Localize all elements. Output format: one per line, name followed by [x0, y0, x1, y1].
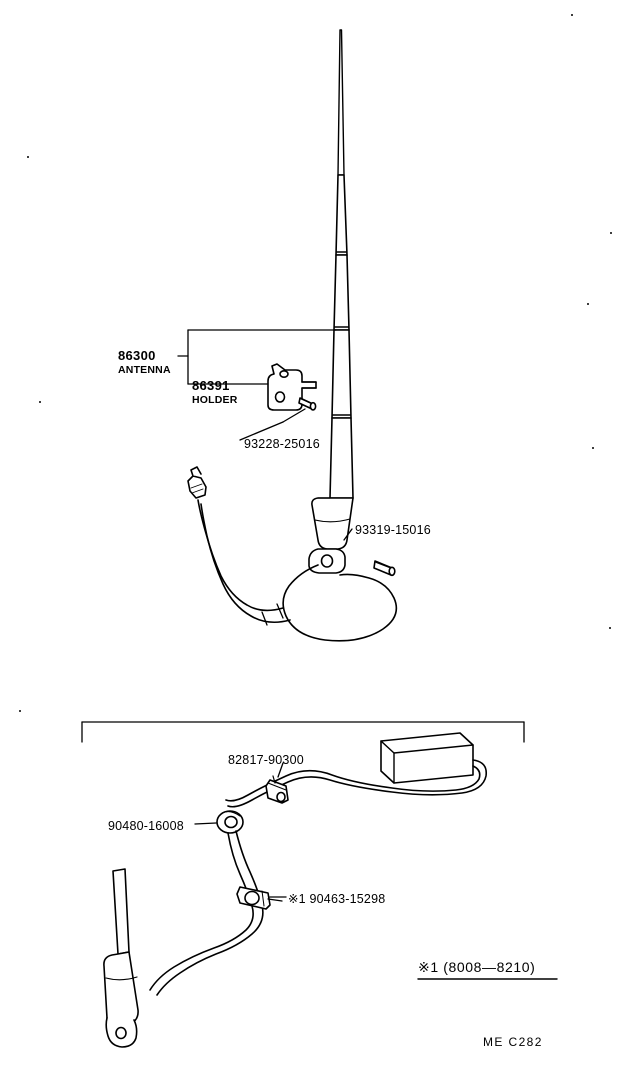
sheet-code: ME C282 [483, 1035, 543, 1049]
callout-holder-name: HOLDER [192, 394, 238, 406]
callout-antenna-group-number: 86300 [118, 348, 156, 363]
footnote-text: ※1 (8008—8210) [418, 959, 536, 975]
lower-cable [150, 831, 263, 995]
speck [609, 627, 611, 629]
callout-holder-number: 86391 [192, 378, 230, 393]
speck [571, 14, 573, 16]
callout-grommet-90480: 90480-16008 [108, 819, 184, 833]
speck [592, 447, 594, 449]
antenna-mast-sections [330, 175, 353, 498]
callout-screw-93228: 93228-25016 [244, 437, 320, 451]
speck [39, 401, 41, 403]
bolt-93319-part [374, 561, 395, 575]
antenna-cable [198, 500, 396, 641]
antenna-base-body [312, 498, 353, 549]
speck [587, 303, 589, 305]
speck [19, 710, 21, 712]
callout-bolt-93319: 93319-15016 [355, 523, 431, 537]
amplifier-box [381, 733, 473, 783]
grommet-90480-part [217, 811, 243, 833]
antenna-base-foot [309, 549, 345, 573]
speck [27, 156, 29, 158]
speck [610, 232, 612, 234]
callout-clip-90463: ※1 90463-15298 [288, 892, 386, 906]
lower-antenna-rod [104, 869, 138, 1047]
clip-90463-part [237, 887, 282, 909]
antenna-mast-tip [338, 30, 344, 175]
antenna-connector-plug [188, 467, 206, 498]
callout-clamp-82817: 82817-90300 [228, 753, 304, 767]
callout-antenna-group-name: ANTENNA [118, 364, 171, 376]
